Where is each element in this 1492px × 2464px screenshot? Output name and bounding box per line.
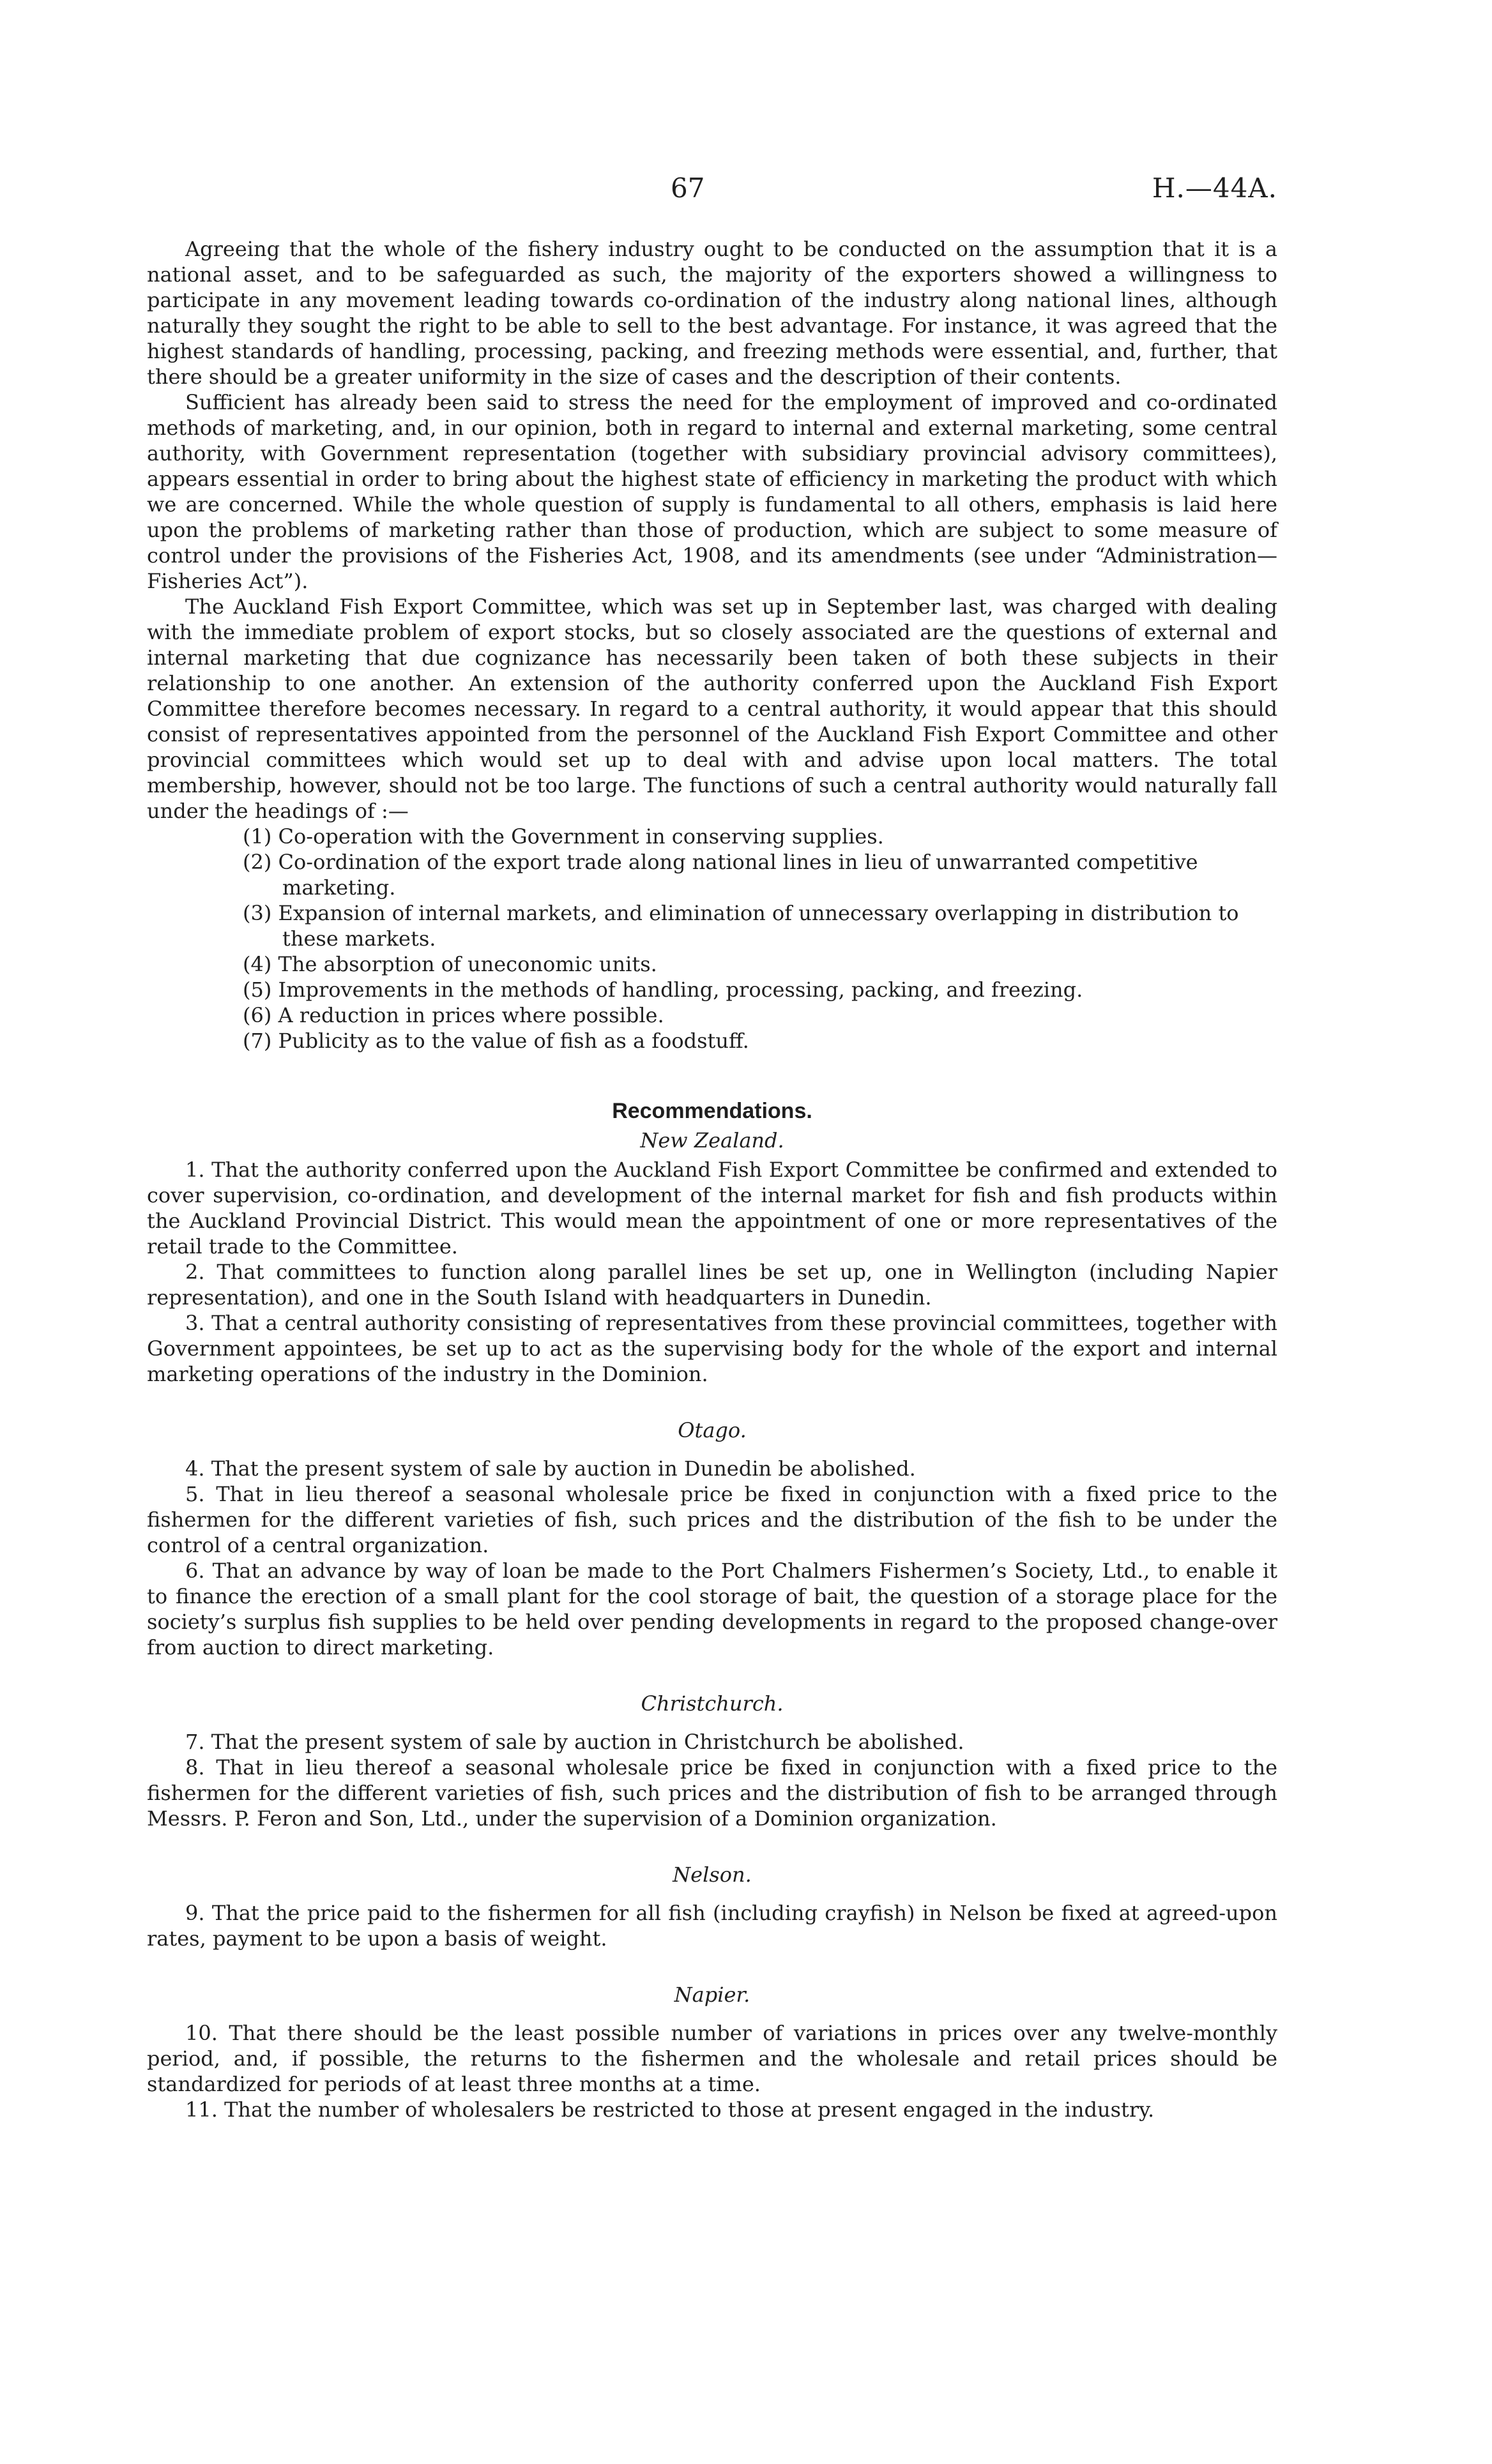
recommendation-item: 4. That the present system of sale by auction in Dunedin be abolished. [185,1456,916,1481]
list-item: (4) The absorption of uneconomic units. [243,952,657,976]
recommendation-item: 7. That the present system of sale by auction in Christchurch be abolished. [185,1730,964,1754]
recommendation-item: 9. That the price paid to the fishermen for all fish (including crayfish) in Nelson be fixed at agreed-upon rates, payment to be upon a basis of weight. [147,1901,1277,1951]
document-page [147,172,1277,2122]
intro-paragraph: Sufficient has already been said to stress the need for the employment of improved and co-ordinated methods of marketing, and, in our opinion, both in regard to internal and external marketing, some central authority, with Government representation (together with subsidiary provincial advisory committees), appears essential in order to bring about the highest state of efficiency in marketing the product with which we are concerned. While the whole question of supply is fundamental to all others, emphasis is laid here upon the problems of marketing rather than those of production, which are subject to some measure of control under the provisions of the Fisheries Act, 1908, and its amendments (see under “Administration—Fisheries Act”). [147,390,1277,593]
recommendation-item: 8. That in lieu thereof a seasonal wholesale price be fixed in conjunction with a fixed price to the fishermen for the different varieties of fish, such prices and the distribution of fish to be arranged through Messrs. P. Feron and Son, Ltd., under the supervision of a Dominion organization. [147,1755,1277,1831]
section-heading-otago: Otago. [678,1418,747,1442]
recommendations-heading: Recommendations. [612,1099,812,1123]
section-heading-christchurch: Christchurch. [641,1691,784,1716]
list-item: (2) Co-ordination of the export trade along national lines in lieu of unwarranted competitive marketing. [243,850,1198,900]
list-item: (6) A reduction in prices where possible. [243,1003,664,1027]
section-heading-new-zealand: New Zealand. [640,1128,784,1153]
section-heading-napier: Napier. [674,1983,750,2007]
list-item: (5) Improvements in the methods of handling, processing, packing, and freezing. [243,978,1083,1002]
section-heading-nelson: Nelson. [673,1863,752,1887]
page-number: 67 [671,172,705,204]
list-item: (7) Publicity as to the value of fish as a foodstuff. [243,1029,749,1053]
recommendation-item: 5. That in lieu thereof a seasonal wholesale price be fixed in conjunction with a fixed price to the fishermen for the different varieties of fish, such prices and the distribution of the fish to be under the control of a central organization. [147,1482,1277,1557]
functions-list [243,824,1277,1054]
recommendation-item: 1. That the authority conferred upon the Auckland Fish Export Committee be confirmed and extended to cover supervision, co-ordination, and development of the internal market for fish and fish products within the Auckland Provincial District. This would mean the appointment of one or more representatives of the retail trade to the Committee. [147,1158,1277,1258]
recommendation-item: 2. That committees to function along parallel lines be set up, one in Wellington (including Napier representation), and one in the South Island with headquarters in Dunedin. [147,1260,1277,1310]
list-item: (1) Co-operation with the Government in conserving supplies. [243,824,884,849]
recommendation-item: 11. That the number of wholesalers be restricted to those at present engaged in the industry. [185,2097,1155,2122]
recommendation-item: 6. That an advance by way of loan be made to the Port Chalmers Fishermen’s Society, Ltd., to enable it to finance the erection of a small plant for the cool storage of bait, the question of a storage place for the society’s surplus fish supplies to be held over pending developments in regard to the proposed change-over from auction to direct marketing. [147,1559,1277,1659]
document-reference: H.—44A. [1152,172,1277,204]
intro-paragraph: The Auckland Fish Export Committee, which was set up in September last, was charged with dealing with the immediate problem of export stocks, but so closely associated are the questions of external and internal marketing that due cognizance has necessarily been taken of both these subjects in their relationship to one another. An extension of the authority conferred upon the Auckland Fish Export Committee therefore becomes necessary. In regard to a central authority, it would appear that this should consist of representatives appointed from the personnel of the Auckland Fish Export Committee and other provincial committees which would set up to deal with and advise upon local matters. The total membership, however, should not be too large. The functions of such a central authority would naturally fall under the headings of :— [147,594,1277,823]
intro-paragraph: Agreeing that the whole of the fishery industry ought to be conducted on the assumption that it is a national asset, and to be safeguarded as such, the majority of the exporters showed a willingness to participate in any movement leading towards co-ordination of the industry along national lines, although naturally they sought the right to be able to sell to the best advantage. For instance, it was agreed that the highest standards of handling, processing, packing, and freezing methods were essential, and, further, that there should be a greater uniformity in the size of cases and the description of their contents. [147,237,1277,389]
list-item: (3) Expansion of internal markets, and elimination of unnecessary overlapping in distribution to these markets. [243,901,1239,951]
recommendation-item: 3. That a central authority consisting of representatives from these provincial committees, together with Government appointees, be set up to act as the supervising body for the whole of the export and internal marketing operations of the industry in the Dominion. [147,1311,1277,1386]
page-header [147,172,1277,211]
recommendation-item: 10. That there should be the least possible number of variations in prices over any twelve-monthly period, and, if possible, the returns to the fishermen and the wholesale and retail prices should be standardized for periods of at least three months at a time. [147,2021,1277,2096]
